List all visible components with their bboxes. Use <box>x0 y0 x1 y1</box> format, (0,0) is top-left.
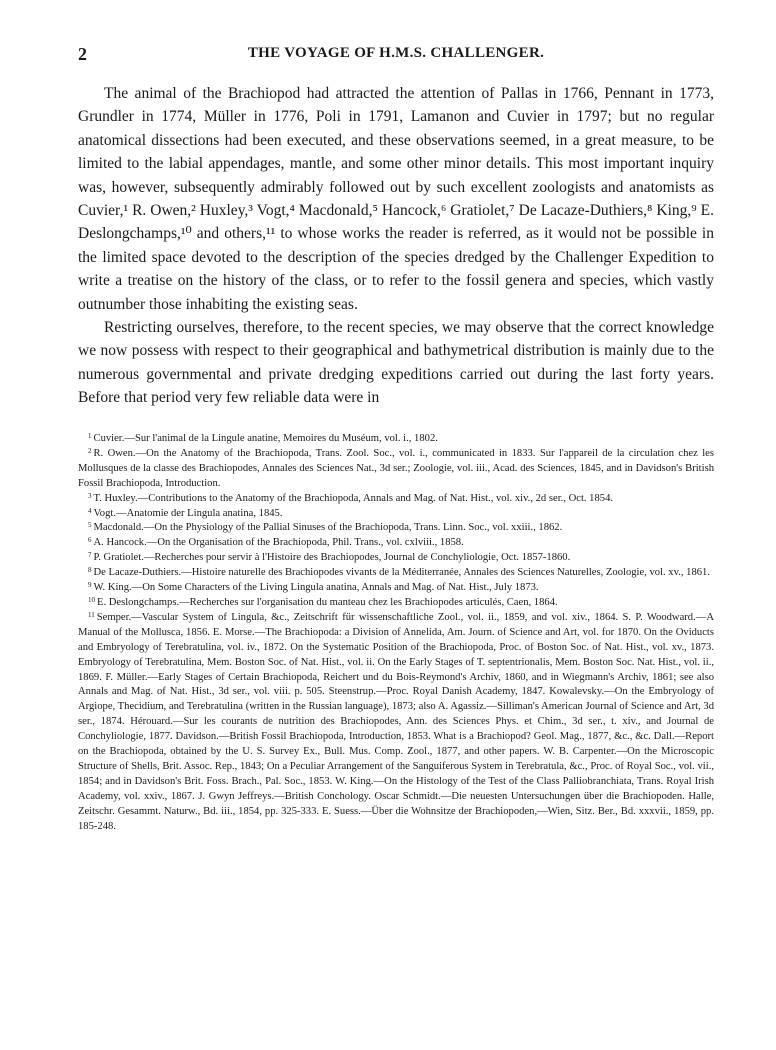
footnote <box>78 536 714 551</box>
footnote-mark: 5 <box>88 521 92 530</box>
footnote <box>78 492 714 507</box>
footnote-mark: 10 <box>88 595 95 604</box>
footnote-mark: 11 <box>88 610 95 619</box>
footnote-mark: 8 <box>88 566 92 575</box>
footnote-mark: 9 <box>88 581 92 590</box>
footnote-mark: 6 <box>88 536 92 545</box>
footnote-text: Vogt.—Anatomie der Lingula anatina, 1845. <box>93 507 283 519</box>
footnote-text: W. King.—On Some Characters of the Living Lingula anatina, Annals and Mag. of Nat. Hist., July 1873. <box>93 582 539 594</box>
footnote <box>78 596 714 611</box>
footnote-text: Semper.—Vascular System of Lingula, &c., Zeitschrift für wissenschaftliche Zool., vol. ii., 1859, and vol. xiv., 1864. S. P. Woodward.—A Manual of the Mollusca, 1856. E. Morse.—The Brachiopoda: a Division of Annelida, Am. Journ. of Science and Art, vol. for 1870. On the Oviducts and Embryology of Terebratulina, vol. iv., 1872. On the Systematic Position of the Brachiopoda, Proc. of Boston Soc. of Nat. Hist., vol. xv., 1873. Embryology of Terebratulina, Mem. Boston Soc. of Nat. Hist., vol. ii. On the Early Stages of T. septentrionalis, Mem. Boston Soc. Nat. Hist., vol. ii., 1869. F. Müller.—Early Stages of Certain Brachiopoda, Reichert und du Bois-Reymond's Archiv, 1860, and in Wiegmann's Archiv, 1861; see also Annals and Mag. of Nat. Hist., 3d ser., vol. viii. p. 505. Steenstrup.—Proc. Royal Danish Academy, 1847. Kowalevsky.—On the Embryology of Argiope, Thecidium, and Terebratulina (written in the Russian language), 1873; also A. Agassiz.—Silliman's American Journal of Science and Art, 3d ser., 1874. Hérouard.—Sur les courants de nutrition des Brachiopodes, Ann. des Sciences Phys. et Chim., 3d ser., t. xiv., and Journal de Conchyliologie, 1877. Davidson.—British Fossil Brachiopoda, Introduction, 1853. What is a Brachiopod? Geol. Mag., 1877, &c., &c. Dall.—Report on the Brachiopoda, obtained by the U. S. Survey Ex., Bull. Mus. Comp. Zool., 1877, and other papers. W. B. Carpenter.—On the Microscopic Structure of Shells, Brit. Assoc. Rep., 1843; On a Peculiar Arrangement of the Sanguiferous System in Terebratula, &c., Proc. of Royal Soc., vol. vii., 1854; and in Davidson's Brit. Foss. Brach., Pal. Soc., 1853. W. King.—On the Histology of the Test of the Class Palliobranchiata, Trans. Royal Irish Academy, vol. xxiv., 1867. J. Gwyn Jeffreys.—British Conchology. Oscar Schmidt.—Die neuesten Untersuchungen über die Brachiopoden. Halle, Zeitschr. Gesammt. Naturw., Bd. iii., 1854, pp. 325-333. E. Suess.—Über die Wohnsitze der Brachiopoden,—Wien, Sitz. Ber., Bd. xxxvii., 1859, pp. 185-248. <box>78 611 714 832</box>
footnote <box>78 507 714 522</box>
main-text <box>78 82 714 410</box>
paragraph: Restricting ourselves, therefore, to the recent species, we may observe that the correct knowledge we now possess with respect to their geographical and bathymetrical distribution is mainly due to the numerous governmental and private dredging expeditions carried out during the last forty years. Before that period very few reliable data were in <box>78 319 714 407</box>
running-title: THE VOYAGE OF H.M.S. CHALLENGER. <box>247 45 545 61</box>
footnote <box>78 581 714 596</box>
footnote-text: E. Deslongchamps.—Recherches sur l'organisation du manteau chez les Brachiopodes articulés, Caen, 1864. <box>97 596 558 608</box>
footnote-text: De Lacaze-Duthiers.—Histoire naturelle des Brachiopodes vivants de la Méditerranée, Annales des Sciences Naturelles, Zoologie, vol. xv., 1861. <box>93 567 710 579</box>
footnote <box>78 611 714 835</box>
footnote-text: A. Hancock.—On the Organisation of the Brachiopoda, Phil. Trans., vol. cxlviii., 1858. <box>93 537 464 549</box>
footnote <box>78 447 714 492</box>
footnote-text: Macdonald.—On the Physiology of the Pallial Sinuses of the Brachiopoda, Trans. Linn. Soc., vol. xxiii., 1862. <box>93 522 563 534</box>
footnote-mark: 1 <box>88 432 92 440</box>
footnote <box>78 432 714 447</box>
footnote <box>78 551 714 566</box>
footnote-text: T. Huxley.—Contributions to the Anatomy of the Brachiopoda, Annals and Mag. of Nat. Hist., vol. xiv., 2d ser., Oct. 1854. <box>93 492 614 504</box>
footnotes <box>78 432 714 834</box>
footnote-mark: 4 <box>88 506 92 515</box>
footnote <box>78 566 714 581</box>
footnote-mark: 3 <box>88 491 92 500</box>
footnote-mark: 2 <box>88 446 92 455</box>
footnote-text: Cuvier.—Sur l'animal de la Lingule anatine, Memoires du Muséum, vol. i., 1802. <box>93 433 438 444</box>
footnote-text: P. Gratiolet.—Recherches pour servir à l'Histoire des Brachiopodes, Journal de Conchyliologie, Oct. 1857-1860. <box>93 552 571 564</box>
footnote <box>78 521 714 536</box>
footnote-text: R. Owen.—On the Anatomy of the Brachiopoda, Trans. Zool. Soc., vol. i., communicated in 1833. Sur l'appareil de la circulation chez les Mollusques de la classe des Brachiopodes, Annales des Sciences Nat., 3d ser.; Zoologie, vol. iii., Acad. des Sciences, 1845, and in Davidson's British Fossil Brachiopoda, Introduction. <box>78 447 714 489</box>
running-header <box>78 44 714 66</box>
page-number: 2 <box>78 44 88 64</box>
footnote-mark: 7 <box>88 551 92 560</box>
paragraph: The animal of the Brachiopod had attracted the attention of Pallas in 1766, Pennant in 1773, Grundler in 1774, Müller in 1776, Poli in 1791, Lamanon and Cuvier in 1797; but no regular anatomical dissections had been executed, and these observations seemed, in a great measure, to be limited to the labial appendages, mantle, and some other minor details. This most important inquiry was, however, subsequently admirably followed out by such excellent zoologists and anatomists as Cuvier,¹ R. Owen,² Huxley,³ Vogt,⁴ Macdonald,⁵ Hancock,⁶ Gratiolet,⁷ De Lacaze-Duthiers,⁸ King,⁹ E. Deslongchamps,¹⁰ and others,¹¹ to whose works the reader is referred, as it would not be possible in the limited space devoted to the description of the species dredged by the Challenger Expedition to write a treatise on the history of the class, or to refer to the fossil genera and species, which vastly outnumber those inhabiting the existing seas. <box>78 85 714 313</box>
